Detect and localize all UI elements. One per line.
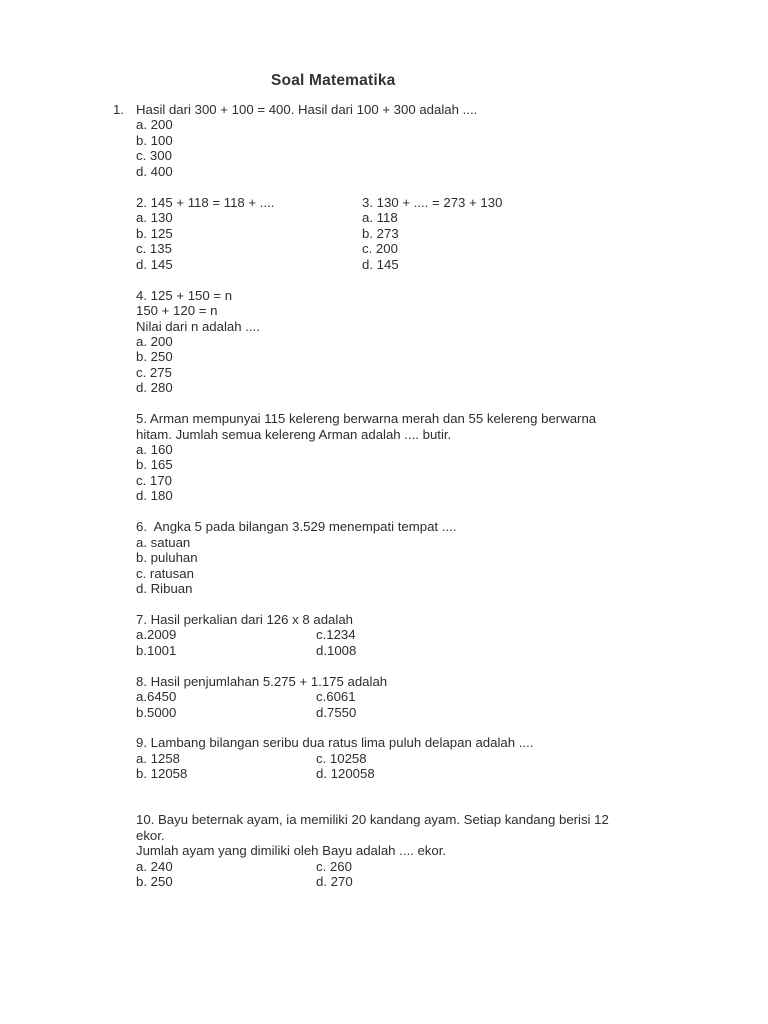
q2-question: 2. 145 + 118 = 118 + .... (136, 195, 275, 210)
q4-line-1: 4. 125 + 150 = n (136, 288, 233, 303)
q7-question: 7. Hasil perkalian dari 126 x 8 adalah (136, 612, 353, 627)
q10-option-c: c. 260 (316, 859, 352, 874)
q4-option-b: b. 250 (136, 349, 173, 364)
q2-option-d: d. 145 (136, 257, 173, 272)
q3-option-b: b. 273 (362, 226, 399, 241)
q7-option-c: c.1234 (316, 627, 356, 642)
q5-option-b: b. 165 (136, 457, 173, 472)
q2-option-a: a. 130 (136, 210, 173, 225)
q9-option-a: a. 1258 (136, 751, 180, 766)
q1-option-b: b. 100 (136, 133, 173, 148)
q8-option-d: d.7550 (316, 705, 357, 720)
q10-option-b: b. 250 (136, 874, 173, 889)
q1-option-c: c. 300 (136, 148, 172, 163)
q3-option-c: c. 200 (362, 241, 398, 256)
q5-line-1: 5. Arman mempunyai 115 kelereng berwarna merah dan 55 kelereng berwarna (136, 411, 597, 426)
q4-line-2: 150 + 120 = n (136, 303, 218, 318)
q5-option-d: d. 180 (136, 488, 173, 503)
q1-option-d: d. 400 (136, 164, 173, 179)
q4-option-d: d. 280 (136, 380, 173, 395)
q9-question: 9. Lambang bilangan seribu dua ratus lima puluh delapan adalah .... (136, 735, 534, 750)
q8-option-a: a.6450 (136, 689, 177, 704)
q4-option-a: a. 200 (136, 334, 173, 349)
q1-number: 1. (113, 102, 124, 117)
q8-option-c: c.6061 (316, 689, 356, 704)
q10-line-3: Jumlah ayam yang dimiliki oleh Bayu adalah .... ekor. (136, 843, 447, 858)
q9-option-c: c. 10258 (316, 751, 367, 766)
q6-option-a: a. satuan (136, 535, 191, 550)
q3-option-a: a. 118 (362, 210, 398, 225)
q9-option-d: d. 120058 (316, 766, 375, 781)
q2-option-b: b. 125 (136, 226, 173, 241)
q6-option-c: c. ratusan (136, 566, 194, 581)
q6-question: 6. Angka 5 pada bilangan 3.529 menempati tempat .... (136, 519, 457, 534)
q7-option-a: a.2009 (136, 627, 177, 642)
q5-option-a: a. 160 (136, 442, 173, 457)
q5-option-c: c. 170 (136, 473, 172, 488)
q2-option-c: c. 135 (136, 241, 172, 256)
q10-option-a: a. 240 (136, 859, 173, 874)
q4-line-3: Nilai dari n adalah .... (136, 319, 260, 334)
q10-line-1: 10. Bayu beternak ayam, ia memiliki 20 kandang ayam. Setiap kandang berisi 12 (136, 812, 609, 827)
q7-option-d: d.1008 (316, 643, 357, 658)
q8-option-b: b.5000 (136, 705, 177, 720)
q6-option-d: d. Ribuan (136, 581, 193, 596)
q8-question: 8. Hasil penjumlahan 5.275 + 1.175 adalah (136, 674, 388, 689)
q10-option-d: d. 270 (316, 874, 353, 889)
q5-line-2: hitam. Jumlah semua kelereng Arman adalah .... butir. (136, 427, 452, 442)
q1-option-a: a. 200 (136, 117, 173, 132)
q1-question: Hasil dari 300 + 100 = 400. Hasil dari 100 + 300 adalah .... (136, 102, 478, 117)
q9-option-b: b. 12058 (136, 766, 188, 781)
q3-question: 3. 130 + .... = 273 + 130 (362, 195, 503, 210)
q6-option-b: b. puluhan (136, 550, 198, 565)
q7-option-b: b.1001 (136, 643, 177, 658)
q4-option-c: c. 275 (136, 365, 172, 380)
q3-option-d: d. 145 (362, 257, 399, 272)
page-title: Soal Matematika (271, 72, 396, 89)
q10-line-2: ekor. (136, 828, 165, 843)
